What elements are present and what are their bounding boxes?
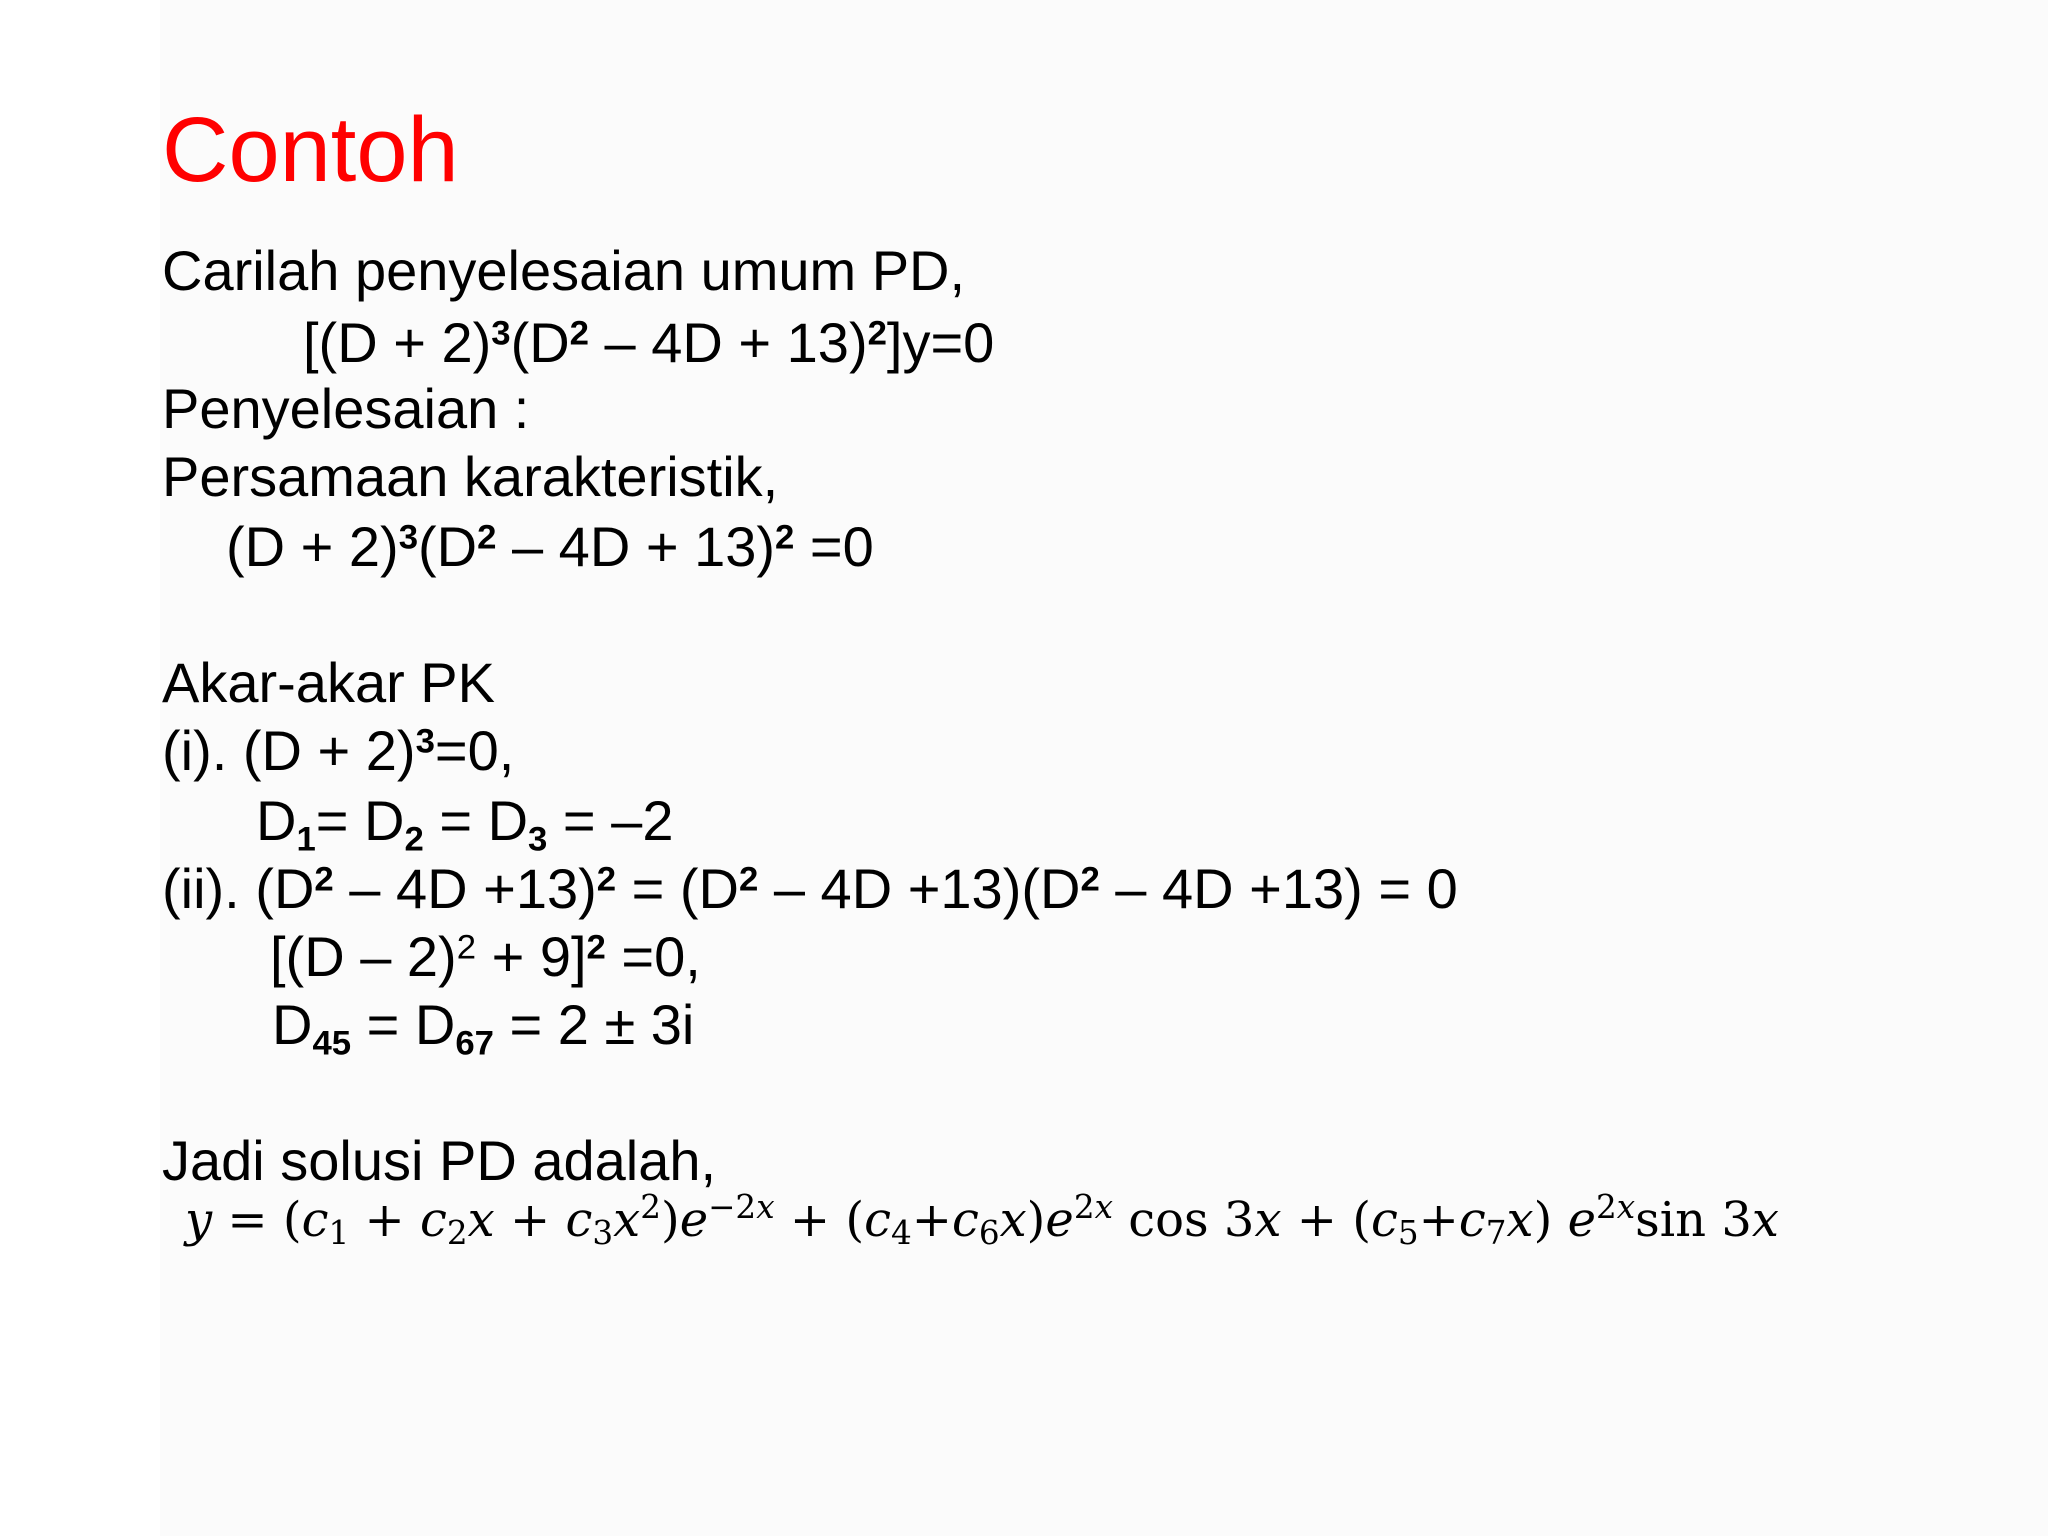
exponent: 3 bbox=[491, 314, 511, 353]
exponent: 2 bbox=[775, 518, 795, 557]
char-equation: $(D + 2)^3(D^2 - 4D + 13)^2 =0$ bbox=[226, 515, 874, 578]
subscript: 3 bbox=[528, 820, 548, 859]
exponent: 2 bbox=[738, 860, 759, 899]
exponent: 2 bbox=[596, 860, 617, 899]
slide-title: Contoh bbox=[162, 99, 459, 201]
subscript: 45 bbox=[312, 1024, 352, 1063]
case-ii-roots: $D_{45} = D_{67} = 2 \pm 3i$ bbox=[272, 993, 695, 1063]
subscript: 67 bbox=[455, 1024, 494, 1063]
case-ii-step: $[(D - 2)^2 + 9]^2 =0$, bbox=[270, 925, 701, 988]
exponent: 2 bbox=[569, 314, 589, 353]
char-eq-label: Persamaan karakteristik, bbox=[162, 445, 779, 508]
subscript: 2 bbox=[404, 820, 424, 859]
case-i-equation: (i). $(D + 2)^3=0$, bbox=[162, 719, 515, 782]
exponent: 3 bbox=[415, 722, 435, 761]
exponent: 2 bbox=[867, 314, 887, 353]
case-ii-equation: (ii). $(D^2 - 4D +13)^2 = (D^2 - 4D +13)(D^2 - 4D +13) = 0$ bbox=[162, 857, 1458, 920]
subscript: 1 bbox=[296, 820, 316, 859]
conclusion-label: Jadi solusi PD adalah, bbox=[162, 1129, 717, 1192]
problem-equation: $[(D + 2)^3(D^2 - 4D + 13)^2]y=0$ bbox=[303, 311, 995, 374]
exponent: 2 bbox=[456, 928, 477, 967]
exponent: 2 bbox=[586, 928, 606, 967]
problem-prompt: Carilah penyelesaian umum PD, bbox=[162, 239, 966, 302]
exponent: 3 bbox=[398, 518, 419, 557]
general-solution-formula: $y = (c_1 + c_2x + c_3x^2)e^{-2x} + (c_4+c_6x)e^{2x}$ $\cos 3x + (c_5+c_7x)$ $e^{2x}\sin$ 3x bbox=[185, 1188, 1779, 1253]
exponent: 2 bbox=[314, 860, 334, 899]
exponent: 2 bbox=[1080, 860, 1100, 899]
exponent: 2 bbox=[477, 518, 497, 557]
equation-part: [(D + 2) bbox=[303, 311, 492, 374]
case-i-roots: $D_1= D_2 = D_3 = -2$ bbox=[256, 789, 674, 859]
solution-label: Penyelesaian : bbox=[162, 377, 530, 440]
roots-heading: Akar-akar PK bbox=[162, 651, 495, 714]
